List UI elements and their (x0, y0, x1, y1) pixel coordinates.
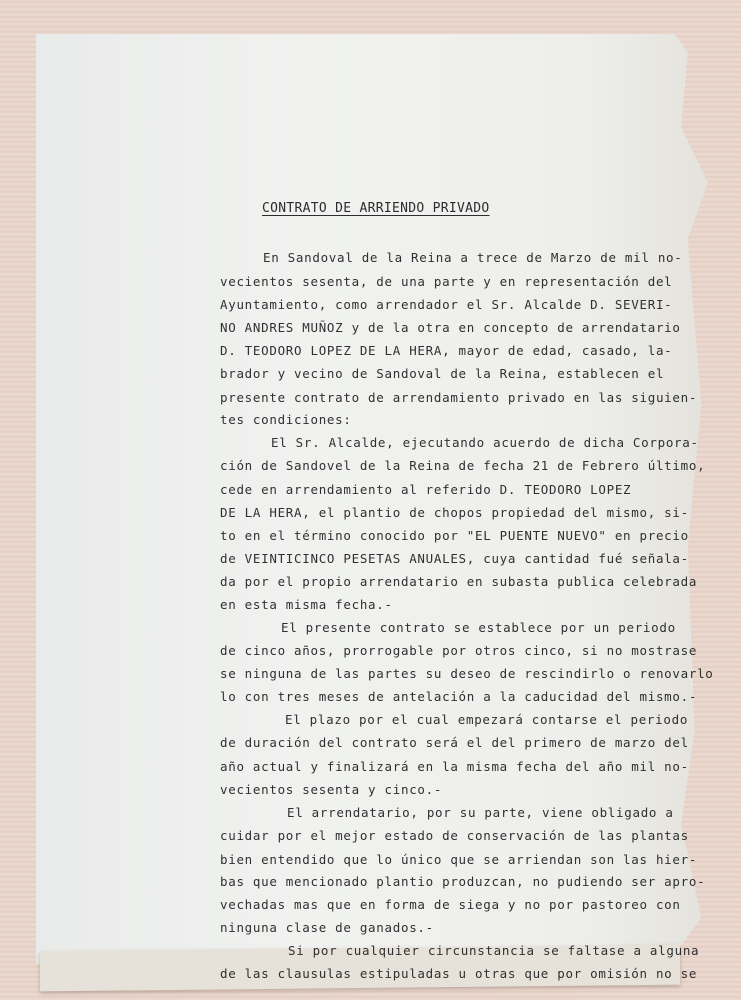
document-line: de VEINTICINCO PESETAS ANUALES, cuya cantidad fué señala- (220, 551, 689, 566)
document-line: ninguna clase de ganados.- (220, 920, 434, 935)
document-line: bas que mencionado plantio produzcan, no pudiendo ser apro- (220, 874, 706, 889)
document-line: de cinco años, prorrogable por otros cinco, si no mostrase (220, 643, 698, 658)
document-line: En Sandoval de la Reina a trece de Marzo de mil no- (263, 250, 683, 265)
document-line: Si por cualquier circunstancia se faltase a alguna (288, 943, 700, 958)
document-page (36, 34, 708, 964)
document-line: El presente contrato se establece por un periodo (281, 620, 676, 635)
document-line: brador y vecino de Sandoval de la Reina, establecen el (220, 366, 665, 381)
document-line: año actual y finalizará en la misma fecha del año mil no- (220, 759, 689, 774)
document-line: ción de Sandovel de la Reina de fecha 21 de Febrero último, (220, 458, 706, 473)
document-line: cede en arrendamiento al referido D. TEODORO LOPEZ (220, 482, 632, 497)
document-line: se ninguna de las partes su deseo de rescindirlo o renovarlo (220, 666, 714, 681)
document-line: de las clausulas estipuladas u otras que por omisión no se (220, 966, 698, 981)
document-line: DE LA HERA, el plantio de chopos propiedad del mismo, si- (220, 505, 689, 520)
document-line: vecientos sesenta y cinco.- (220, 782, 443, 797)
document-line: da por el propio arrendatario en subasta publica celebrada (220, 574, 698, 589)
document-line: vecientos sesenta, de una parte y en representación del (220, 274, 673, 289)
document-line: El plazo por el cual empezará contarse el periodo (285, 712, 689, 727)
document-line: vechadas mas que en forma de siega y no por pastoreo con (220, 897, 681, 912)
document-line: lo con tres meses de antelación a la caducidad del mismo.- (220, 689, 698, 704)
document-line: El arrendatario, por su parte, viene obligado a (287, 805, 674, 820)
document-title: CONTRATO DE ARRIENDO PRIVADO (262, 201, 490, 216)
document-line: D. TEODORO LOPEZ DE LA HERA, mayor de edad, casado, la- (220, 343, 673, 358)
document-line: to en el término conocido por "EL PUENTE NUEVO" en precio (220, 528, 689, 543)
document-line: de duración del contrato será el del primero de marzo del (220, 735, 689, 750)
document-line: Ayuntamiento, como arrendador el Sr. Alcalde D. SEVERI- (220, 297, 673, 312)
document-line: El Sr. Alcalde, ejecutando acuerdo de dicha Corpora- (271, 435, 699, 450)
document-line: cuidar por el mejor estado de conservación de las plantas (220, 828, 689, 843)
document-line: presente contrato de arrendamiento privado en las siguien- (220, 390, 698, 405)
document-line: tes condiciones: (220, 412, 352, 427)
document-line: NO ANDRES MUÑOZ y de la otra en concepto de arrendatario (220, 320, 681, 335)
document-line: en esta misma fecha.- (220, 597, 393, 612)
document-line: bien entendido que lo único que se arriendan son las hier- (220, 852, 698, 867)
